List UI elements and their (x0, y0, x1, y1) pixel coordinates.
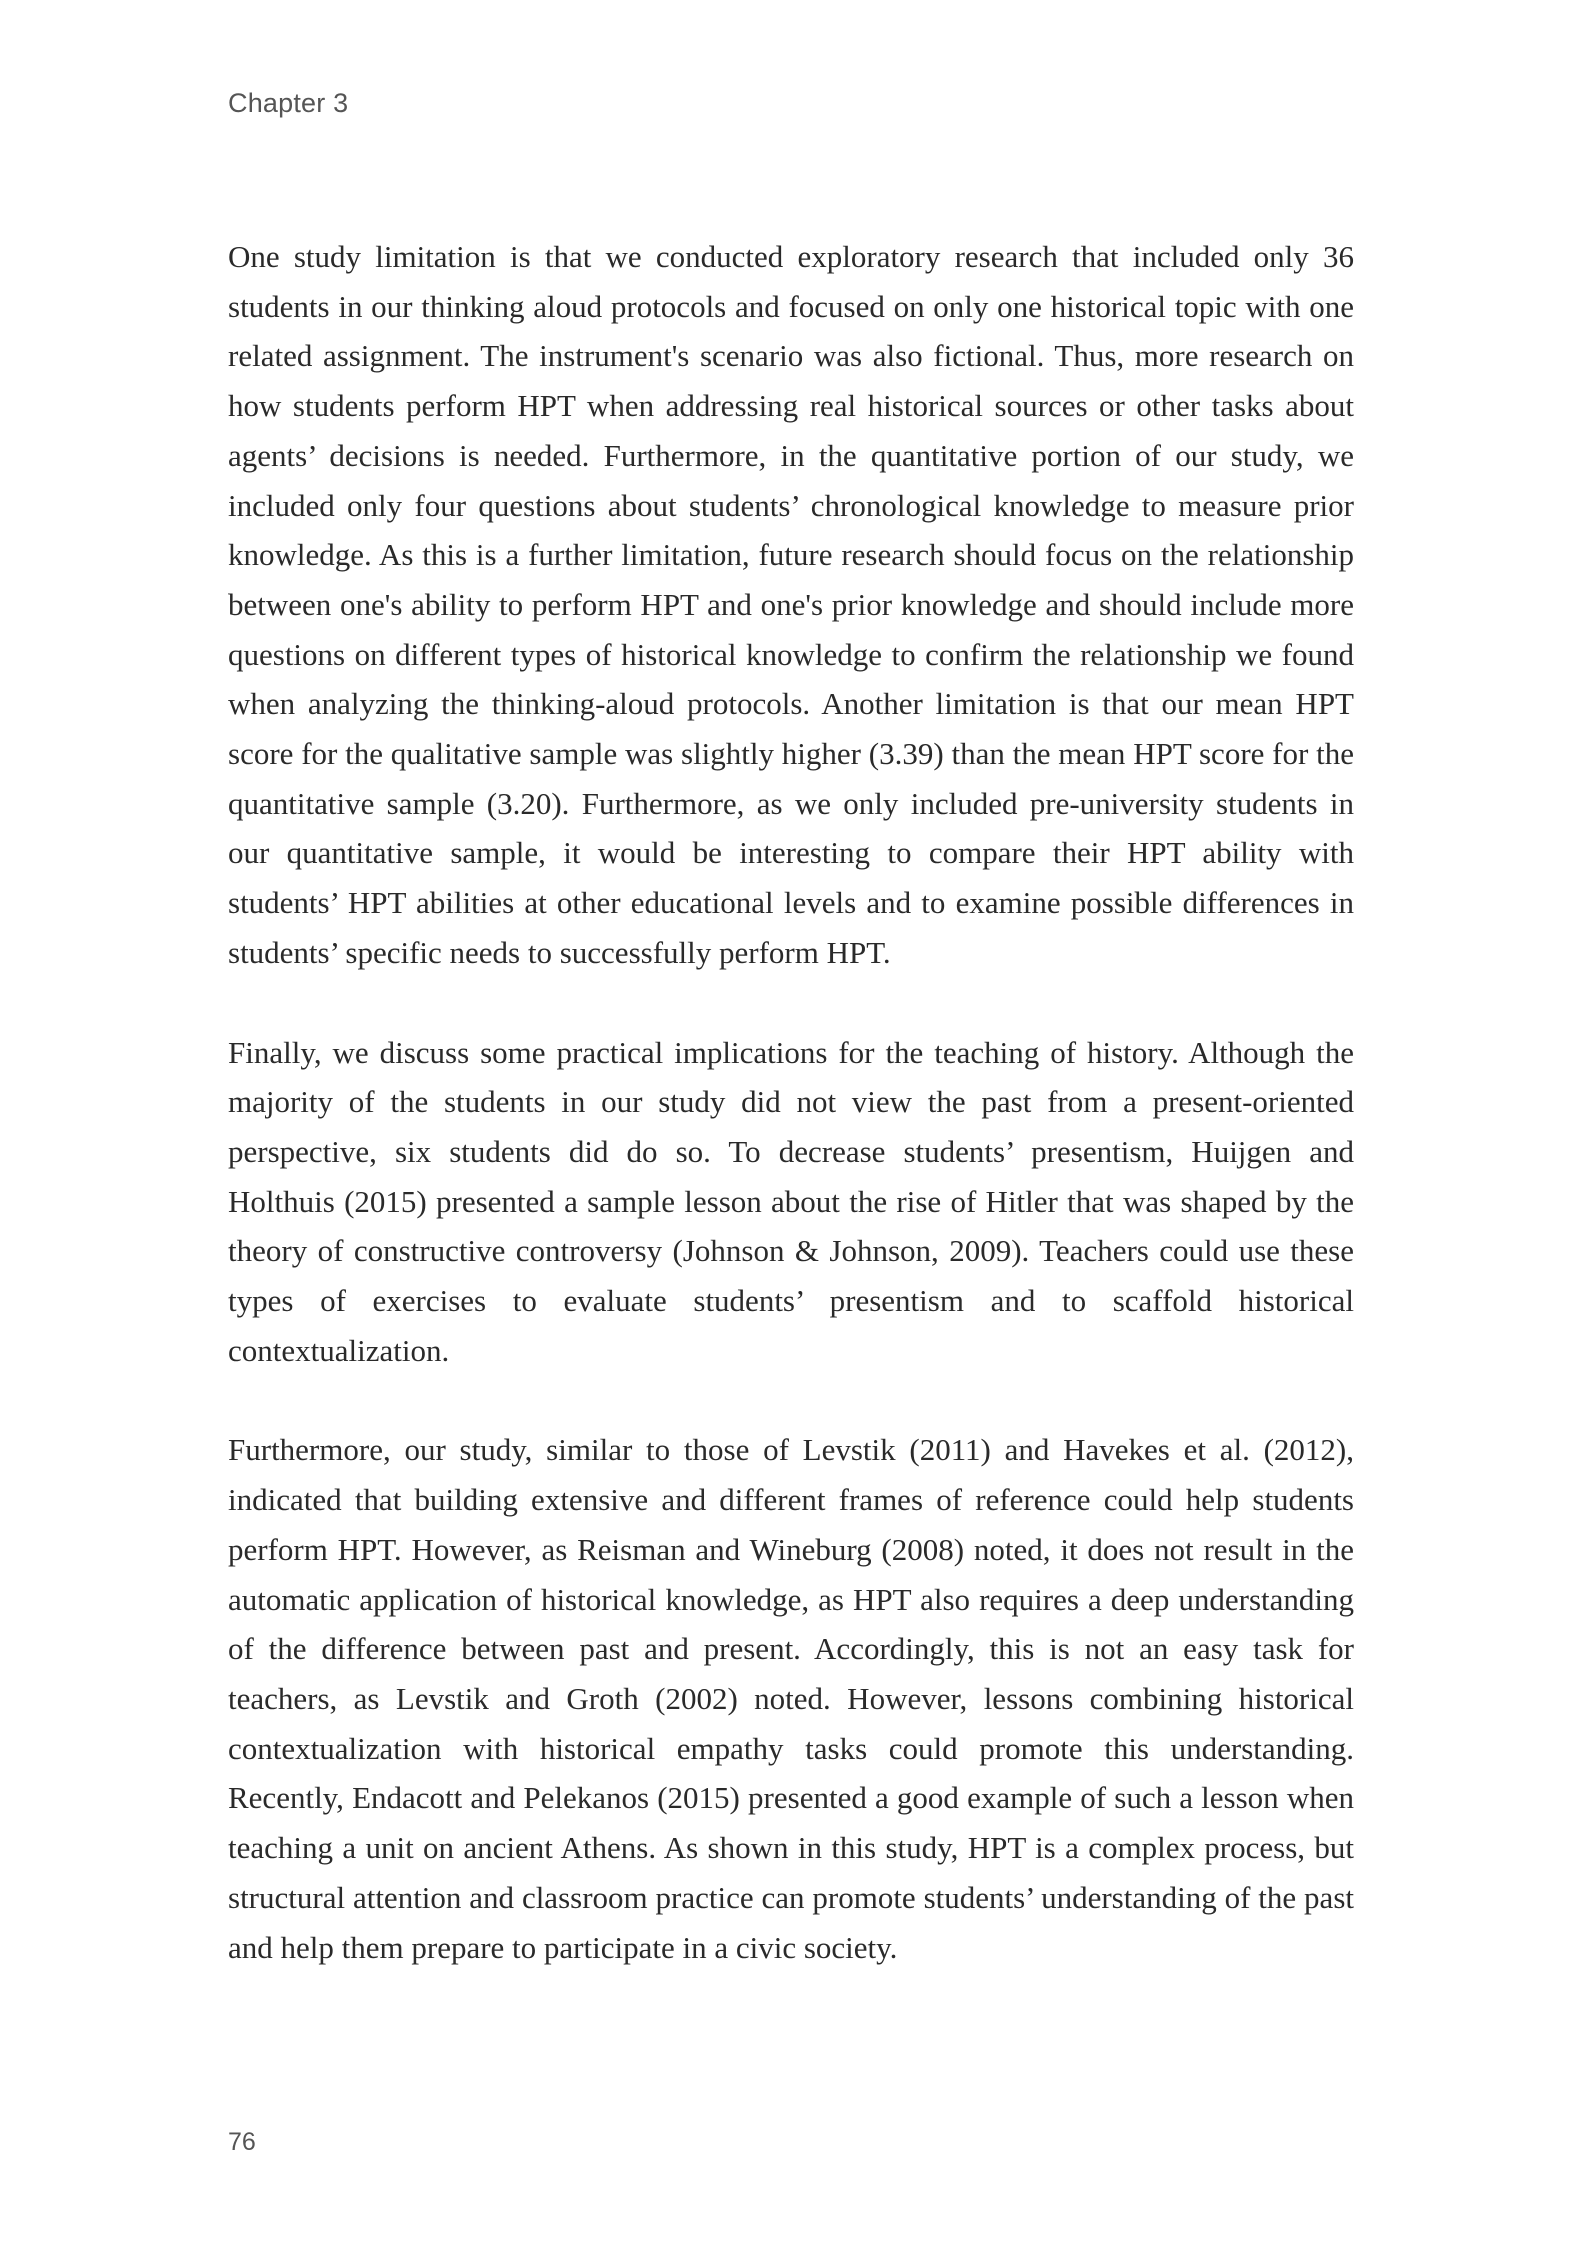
paragraph-practical-implications: Finally, we discuss some practical implications for the teaching of history. Although the majority of the students in our study did not view the past from a present-oriented perspective, six students did do so. To decrease students’ presentism, Huijgen and Holthuis (2015) presented a sample lesson about the rise of Hitler that was shaped by the theory of constructive controversy (Johnson & Johnson, 2009). Teachers could use these types of exercises to evaluate students’ presentism and to scaffold historical contextualization. (228, 1034, 1354, 1368)
running-header: Chapter 3 (228, 88, 349, 118)
page-number: 76 (228, 2128, 256, 2156)
paragraph-limitations: One study limitation is that we conducted exploratory research that included only 36 students in our thinking aloud protocols and focused on only one historical topic with one related assignment. The instrument's scenario was also fictional. Thus, more research on how students perform HPT when addressing real historical sources or other tasks about agents’ decisions is needed. Furthermore, in the quantitative portion of our study, we included only four questions about students’ chronological knowledge to measure prior knowledge. As this is a further limitation, future research should focus on the relationship between one's ability to perform HPT and one's prior knowledge and should include more questions on different types of historical knowledge to confirm the relationship we found when analyzing the thinking-aloud protocols. Another limitation is that our mean HPT score for the qualitative sample was slightly higher (3.39) than the mean HPT score for the quantitative sample (3.20). Furthermore, as we only included pre-university students in our quantitative sample, it would be interesting to compare their HPT ability with students’ HPT abilities at other educational levels and to examine possible differences in students’ specific needs to successfully perform HPT. (228, 239, 1354, 970)
paragraph-frames-of-reference: Furthermore, our study, similar to those of Levstik (2011) and Havekes et al. (2012), indicated that building extensive and different frames of reference could help students perform HPT. However, as Reisman and Wineburg (2008) noted, it does not result in the automatic application of historical knowledge, as HPT also requires a deep understanding of the difference between past and present. Accordingly, this is not an easy task for teachers, as Levstik and Groth (2002) noted. However, lessons combining historical contextualization with historical empathy tasks could promote this understanding. Recently, Endacott and Pelekanos (2015) presented a good example of such a lesson when teaching a unit on ancient Athens. As shown in this study, HPT is a complex process, but structural attention and classroom practice can promote students’ understanding of the past and help them prepare to participate in a civic society. (228, 1432, 1354, 1965)
body-text (228, 232, 1354, 1972)
